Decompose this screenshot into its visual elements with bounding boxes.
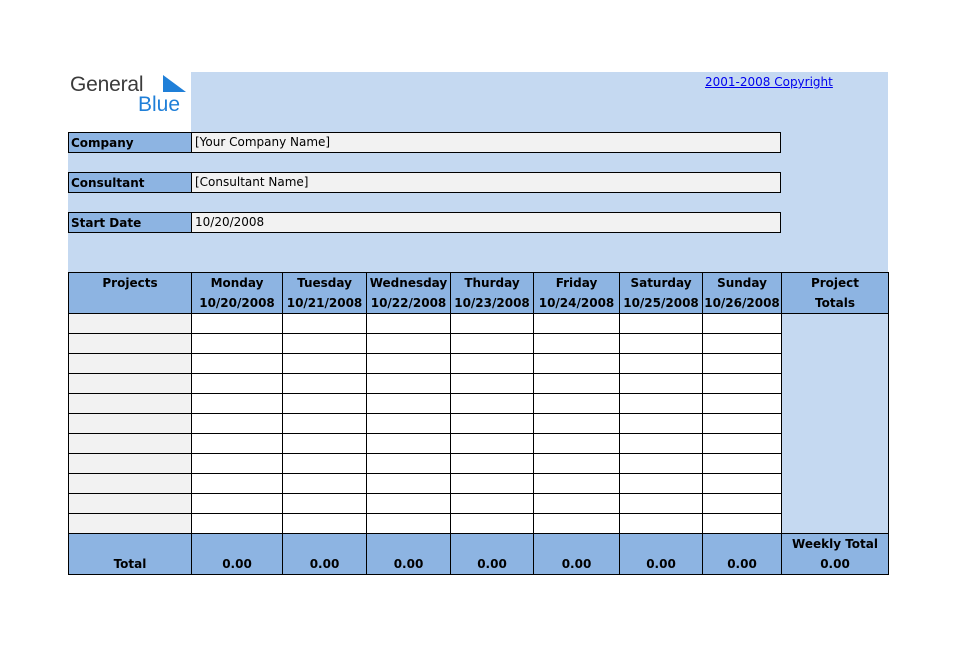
hours-cell[interactable] <box>620 374 703 394</box>
hours-cell[interactable] <box>367 414 451 434</box>
company-label: Company <box>69 133 192 152</box>
day-total: 0.00 <box>534 534 620 575</box>
hours-cell[interactable] <box>283 414 367 434</box>
header-project-totals: Project Totals <box>782 273 889 314</box>
hours-cell[interactable] <box>283 474 367 494</box>
project-total-cell <box>782 394 889 414</box>
hours-cell[interactable] <box>620 394 703 414</box>
day-total: 0.00 <box>620 534 703 575</box>
company-field <box>68 132 781 153</box>
hours-cell[interactable] <box>451 494 534 514</box>
hours-cell[interactable] <box>367 334 451 354</box>
hours-cell[interactable] <box>451 474 534 494</box>
project-name-cell[interactable] <box>69 374 192 394</box>
hours-cell[interactable] <box>534 414 620 434</box>
hours-cell[interactable] <box>620 454 703 474</box>
total-label: Total <box>69 534 192 575</box>
company-input[interactable]: [Your Company Name] <box>192 133 780 152</box>
hours-cell[interactable] <box>451 394 534 414</box>
hours-cell[interactable] <box>451 514 534 534</box>
table-row <box>69 414 889 434</box>
table-row <box>69 454 889 474</box>
hours-cell[interactable] <box>283 334 367 354</box>
table-row <box>69 514 889 534</box>
hours-cell[interactable] <box>703 454 782 474</box>
hours-cell[interactable] <box>534 314 620 334</box>
hours-cell[interactable] <box>703 414 782 434</box>
header-day: Friday 10/24/2008 <box>534 273 620 314</box>
header-day: Sunday 10/26/2008 <box>703 273 782 314</box>
hours-cell[interactable] <box>367 354 451 374</box>
hours-cell[interactable] <box>192 334 283 354</box>
hours-cell[interactable] <box>367 434 451 454</box>
table-row <box>69 494 889 514</box>
hours-cell[interactable] <box>620 494 703 514</box>
hours-cell[interactable] <box>703 354 782 374</box>
project-total-cell <box>782 334 889 354</box>
hours-cell[interactable] <box>367 474 451 494</box>
hours-cell[interactable] <box>367 394 451 414</box>
table-row <box>69 334 889 354</box>
hours-cell[interactable] <box>192 474 283 494</box>
project-name-cell[interactable] <box>69 394 192 414</box>
hours-cell[interactable] <box>620 514 703 534</box>
hours-cell[interactable] <box>367 514 451 534</box>
hours-cell[interactable] <box>534 354 620 374</box>
day-total: 0.00 <box>192 534 283 575</box>
hours-cell[interactable] <box>192 434 283 454</box>
project-total-cell <box>782 414 889 434</box>
project-name-cell[interactable] <box>69 474 192 494</box>
project-total-cell <box>782 474 889 494</box>
hours-cell[interactable] <box>451 354 534 374</box>
table-row <box>69 394 889 414</box>
day-total: 0.00 <box>451 534 534 575</box>
table-header-row <box>69 273 889 314</box>
consultant-field <box>68 172 781 193</box>
consultant-input[interactable]: [Consultant Name] <box>192 173 780 192</box>
day-total: 0.00 <box>283 534 367 575</box>
table-row <box>69 314 889 334</box>
consultant-label: Consultant <box>69 173 192 192</box>
hours-cell[interactable] <box>620 354 703 374</box>
general-blue-logo <box>68 72 191 116</box>
hours-cell[interactable] <box>451 434 534 454</box>
project-name-cell[interactable] <box>69 314 192 334</box>
table-row <box>69 374 889 394</box>
hours-cell[interactable] <box>620 414 703 434</box>
hours-cell[interactable] <box>534 334 620 354</box>
project-total-cell <box>782 314 889 334</box>
hours-cell[interactable] <box>192 454 283 474</box>
header-day: Tuesday 10/21/2008 <box>283 273 367 314</box>
hours-cell[interactable] <box>703 394 782 414</box>
hours-cell[interactable] <box>703 434 782 454</box>
hours-cell[interactable] <box>367 494 451 514</box>
project-total-cell <box>782 514 889 534</box>
copyright-link[interactable]: 2001-2008 Copyright <box>705 75 833 89</box>
project-total-cell <box>782 374 889 394</box>
hours-cell[interactable] <box>283 394 367 414</box>
hours-cell[interactable] <box>283 434 367 454</box>
hours-cell[interactable] <box>192 414 283 434</box>
total-row <box>69 534 889 575</box>
hours-cell[interactable] <box>451 334 534 354</box>
header-day: Thurday 10/23/2008 <box>451 273 534 314</box>
hours-cell[interactable] <box>620 314 703 334</box>
hours-cell[interactable] <box>192 394 283 414</box>
project-name-cell[interactable] <box>69 334 192 354</box>
hours-cell[interactable] <box>192 494 283 514</box>
hours-cell[interactable] <box>703 334 782 354</box>
hours-cell[interactable] <box>283 374 367 394</box>
hours-cell[interactable] <box>367 374 451 394</box>
hours-cell[interactable] <box>703 514 782 534</box>
project-name-cell[interactable] <box>69 454 192 474</box>
table-row <box>69 434 889 454</box>
timesheet-table <box>68 272 889 575</box>
timesheet <box>68 72 888 573</box>
header-day: Saturday 10/25/2008 <box>620 273 703 314</box>
hours-cell[interactable] <box>451 414 534 434</box>
hours-cell[interactable] <box>534 514 620 534</box>
logo-triangle-icon <box>163 75 186 92</box>
project-name-cell[interactable] <box>69 414 192 434</box>
hours-cell[interactable] <box>703 474 782 494</box>
hours-cell[interactable] <box>620 334 703 354</box>
project-total-cell <box>782 434 889 454</box>
hours-cell[interactable] <box>283 354 367 374</box>
logo-text-blue: Blue <box>138 93 181 116</box>
header-day: Wednesday 10/22/2008 <box>367 273 451 314</box>
hours-cell[interactable] <box>534 434 620 454</box>
project-name-cell[interactable] <box>69 434 192 454</box>
hours-cell[interactable] <box>283 494 367 514</box>
logo-text-general: General <box>70 73 144 96</box>
hours-cell[interactable] <box>534 454 620 474</box>
header-day: Monday 10/20/2008 <box>192 273 283 314</box>
table-row <box>69 474 889 494</box>
start-date-label: Start Date <box>69 213 192 232</box>
hours-cell[interactable] <box>283 514 367 534</box>
weekly-total: Weekly Total 0.00 <box>782 534 889 575</box>
hours-cell[interactable] <box>451 314 534 334</box>
hours-cell[interactable] <box>620 434 703 454</box>
hours-cell[interactable] <box>192 314 283 334</box>
hours-cell[interactable] <box>534 474 620 494</box>
hours-cell[interactable] <box>283 454 367 474</box>
day-total: 0.00 <box>703 534 782 575</box>
project-total-cell <box>782 454 889 474</box>
hours-cell[interactable] <box>367 454 451 474</box>
project-total-cell <box>782 494 889 514</box>
hours-cell[interactable] <box>451 454 534 474</box>
hours-cell[interactable] <box>534 394 620 414</box>
start-date-input[interactable]: 10/20/2008 <box>192 213 780 232</box>
project-total-cell <box>782 354 889 374</box>
hours-cell[interactable] <box>534 494 620 514</box>
hours-cell[interactable] <box>620 474 703 494</box>
hours-cell[interactable] <box>451 374 534 394</box>
hours-cell[interactable] <box>192 514 283 534</box>
day-total: 0.00 <box>367 534 451 575</box>
hours-cell[interactable] <box>367 314 451 334</box>
project-name-cell[interactable] <box>69 354 192 374</box>
hours-cell[interactable] <box>703 314 782 334</box>
hours-cell[interactable] <box>192 354 283 374</box>
hours-cell[interactable] <box>703 374 782 394</box>
hours-cell[interactable] <box>192 374 283 394</box>
table-row <box>69 354 889 374</box>
hours-cell[interactable] <box>283 314 367 334</box>
project-name-cell[interactable] <box>69 514 192 534</box>
start-date-field <box>68 212 781 233</box>
header-projects: Projects <box>69 273 192 314</box>
project-name-cell[interactable] <box>69 494 192 514</box>
hours-cell[interactable] <box>703 494 782 514</box>
hours-cell[interactable] <box>534 374 620 394</box>
